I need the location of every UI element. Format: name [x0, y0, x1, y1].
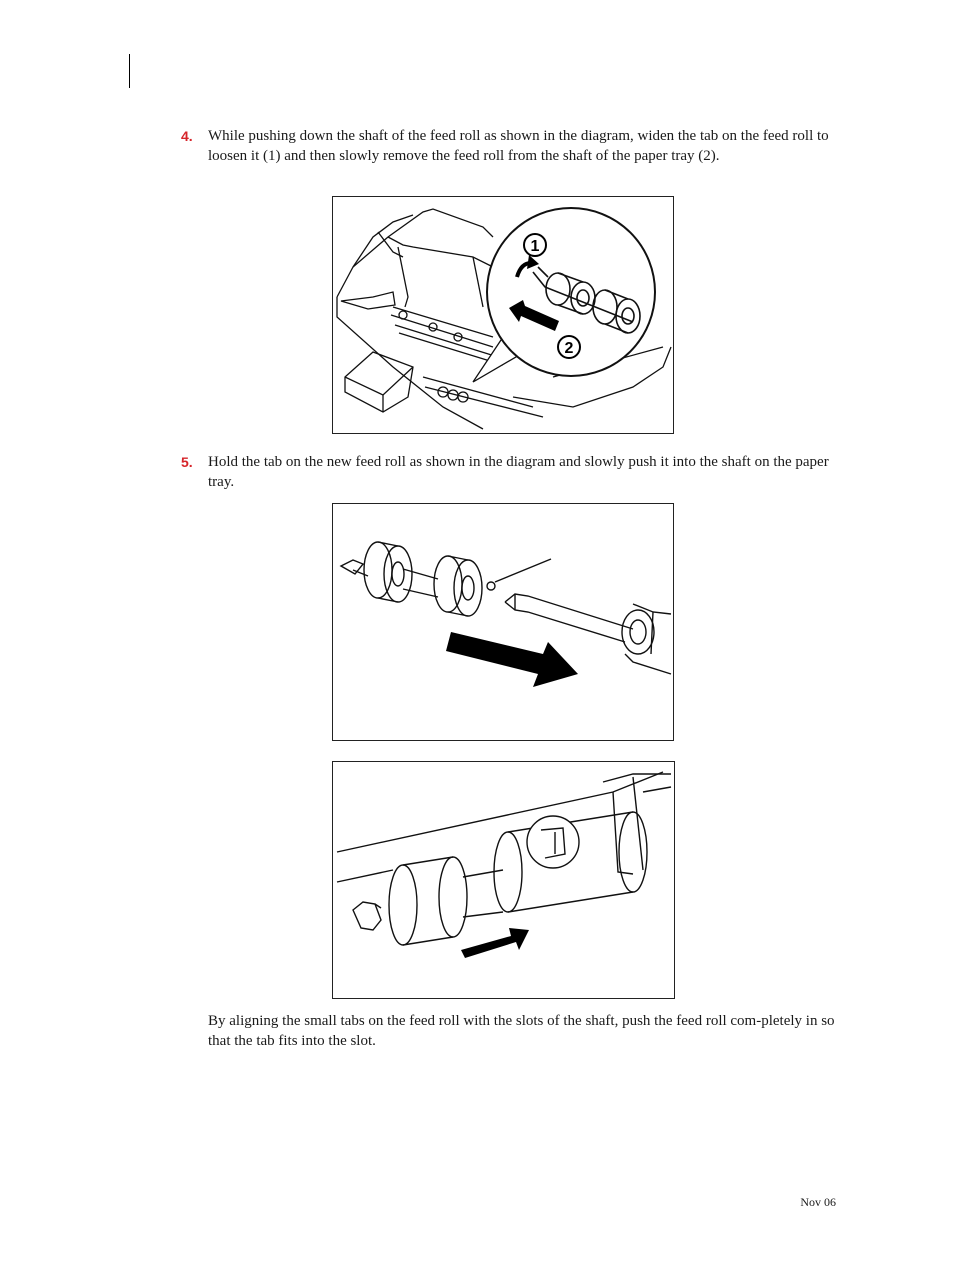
figure-insert-feed-roll [332, 503, 674, 741]
magnified-view [473, 208, 655, 382]
feed-roll-align-illustration [333, 762, 674, 998]
footer-date: Nov 06 [800, 1195, 836, 1209]
callout-2: 2 [564, 340, 574, 357]
step-text: While pushing down the shaft of the feed roll as shown in the diagram, widen the tab on the feed roll to loosen it (1) and then slowly remove the feed roll from the shaft of the paper tray (2). [208, 128, 829, 164]
feed-roll-insert-illustration [333, 504, 673, 740]
figure-align-tabs [332, 761, 675, 999]
step-5 [181, 453, 841, 492]
push-arrow-icon [461, 928, 529, 958]
step-4 [181, 127, 841, 166]
margin-rule [129, 54, 130, 88]
figure-remove-feed-roll [332, 196, 674, 434]
step-number: 5. [181, 454, 193, 470]
step-number: 4. [181, 128, 193, 144]
instruction-note: By aligning the small tabs on the feed roll with the slots of the shaft, push the feed roll com-pletely in so that the tab fits into the slot. [208, 1013, 835, 1049]
callout-1: 1 [530, 238, 540, 255]
printer-illustration [333, 197, 673, 433]
step-text: Hold the tab on the new feed roll as shown in the diagram and slowly push it into the shaft on the paper tray. [208, 454, 829, 490]
push-arrow-icon [446, 632, 578, 687]
